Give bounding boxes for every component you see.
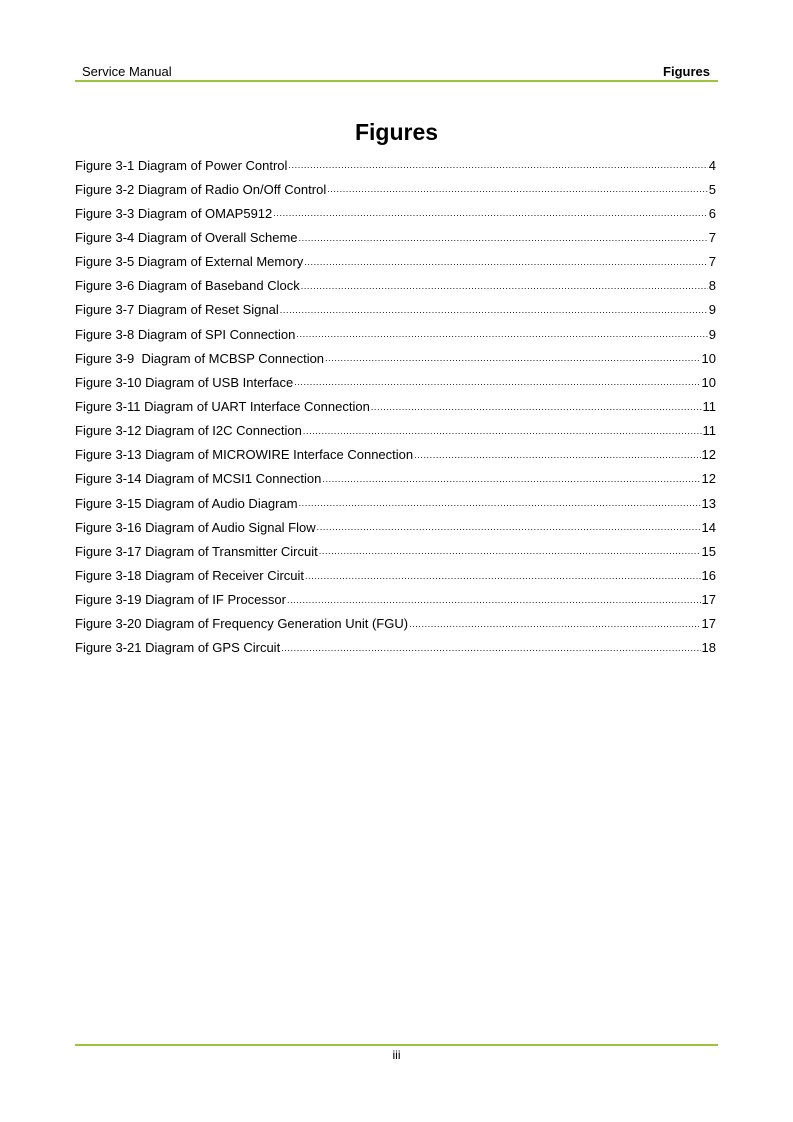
toc-leader-dots <box>371 401 702 419</box>
toc-leader-dots <box>299 497 701 515</box>
toc-entry-page: 10 <box>701 350 716 366</box>
toc-entry-label: Figure 3-14 Diagram of MCSI1 Connection <box>75 471 322 487</box>
toc-entry-label: Figure 3-15 Diagram of Audio Diagram <box>75 495 298 511</box>
page-title: Figures <box>354 119 439 145</box>
toc-entry-label: Figure 3-3 Diagram of OMAP5912 <box>75 205 273 221</box>
toc-entry[interactable] <box>75 515 716 539</box>
figures-list <box>75 153 716 660</box>
toc-entry[interactable] <box>75 346 716 370</box>
toc-leader-dots <box>317 521 701 539</box>
toc-entry-page: 11 <box>702 398 716 414</box>
toc-leader-dots <box>305 570 701 588</box>
toc-entry[interactable] <box>75 539 716 563</box>
toc-entry-label: Figure 3-2 Diagram of Radio On/Off Control <box>75 181 327 197</box>
toc-entry-page: 18 <box>701 640 716 656</box>
toc-entry[interactable] <box>75 419 716 443</box>
toc-entry-page: 15 <box>701 543 716 559</box>
toc-entry-label: Figure 3-19 Diagram of IF Processor <box>75 592 286 608</box>
toc-entry-page: 7 <box>708 229 716 245</box>
toc-entry-label: Figure 3-13 Diagram of MICROWIRE Interface Connection <box>75 447 414 463</box>
toc-entry-page: 11 <box>702 423 716 439</box>
toc-entry-label: Figure 3-21 Diagram of GPS Circuit <box>75 640 281 656</box>
toc-entry-label: Figure 3-7 Diagram of Reset Signal <box>75 302 279 318</box>
toc-entry[interactable] <box>75 588 716 612</box>
toc-entry-label: Figure 3-10 Diagram of USB Interface <box>75 374 294 390</box>
toc-entry[interactable] <box>75 298 716 322</box>
toc-entry[interactable] <box>75 225 716 249</box>
toc-entry-page: 13 <box>701 495 716 511</box>
toc-entry[interactable] <box>75 467 716 491</box>
toc-entry-label: Figure 3-8 Diagram of SPI Connection <box>75 326 296 342</box>
toc-entry-page: 16 <box>701 567 716 583</box>
toc-entry[interactable] <box>75 636 716 660</box>
toc-entry-page: 4 <box>708 157 716 173</box>
toc-entry[interactable] <box>75 394 716 418</box>
toc-entry-label: Figure 3-1 Diagram of Power Control <box>75 157 288 173</box>
toc-entry-label: Figure 3-18 Diagram of Receiver Circuit <box>75 567 305 583</box>
toc-entry-label: Figure 3-12 Diagram of I2C Connection <box>75 423 302 439</box>
toc-entry[interactable] <box>75 370 716 394</box>
toc-entry-page: 9 <box>708 326 716 342</box>
toc-leader-dots <box>303 425 702 443</box>
toc-entry[interactable] <box>75 491 716 515</box>
header-document-title: Service Manual <box>82 64 172 79</box>
toc-leader-dots <box>319 545 701 563</box>
toc-entry-page: 8 <box>708 278 716 294</box>
footer-rule <box>75 1044 718 1046</box>
toc-entry-page: 10 <box>701 374 716 390</box>
toc-entry-page: 14 <box>701 519 716 535</box>
toc-leader-dots <box>325 352 700 370</box>
toc-entry-label: Figure 3-17 Diagram of Transmitter Circuit <box>75 543 318 559</box>
toc-leader-dots <box>281 642 700 660</box>
header-rule <box>75 80 718 82</box>
toc-entry-label: Figure 3-20 Diagram of Frequency Generation Unit (FGU) <box>75 616 409 632</box>
toc-entry-page: 7 <box>708 254 716 270</box>
header-section-title: Figures <box>663 64 710 79</box>
toc-leader-dots <box>280 304 708 322</box>
toc-leader-dots <box>296 328 707 346</box>
toc-leader-dots <box>287 594 701 612</box>
toc-entry-label: Figure 3-11 Diagram of UART Interface Connection <box>75 398 370 414</box>
toc-entry[interactable] <box>75 153 716 177</box>
toc-leader-dots <box>288 159 707 177</box>
toc-leader-dots <box>299 232 708 250</box>
toc-entry[interactable] <box>75 177 716 201</box>
toc-entry[interactable] <box>75 443 716 467</box>
toc-entry[interactable] <box>75 274 716 298</box>
toc-entry-page: 12 <box>701 447 716 463</box>
toc-leader-dots <box>322 473 700 491</box>
toc-entry-label: Figure 3-6 Diagram of Baseband Clock <box>75 278 300 294</box>
toc-entry-page: 12 <box>701 471 716 487</box>
toc-leader-dots <box>273 207 708 225</box>
toc-entry-page: 17 <box>701 592 716 608</box>
toc-entry[interactable] <box>75 322 716 346</box>
toc-leader-dots <box>409 618 700 636</box>
toc-entry-page: 9 <box>708 302 716 318</box>
toc-entry-label: Figure 3-5 Diagram of External Memory <box>75 254 304 270</box>
toc-leader-dots <box>327 183 708 201</box>
footer-page-number: iii <box>392 1048 401 1062</box>
toc-entry-label: Figure 3-4 Diagram of Overall Scheme <box>75 229 298 245</box>
toc-leader-dots <box>414 449 700 467</box>
toc-entry[interactable] <box>75 563 716 587</box>
toc-leader-dots <box>304 256 707 274</box>
toc-entry[interactable] <box>75 250 716 274</box>
toc-entry[interactable] <box>75 201 716 225</box>
toc-leader-dots <box>301 280 708 298</box>
toc-entry-page: 6 <box>708 205 716 221</box>
toc-entry-page: 17 <box>701 616 716 632</box>
toc-entry-label: Figure 3-9 Diagram of MCBSP Connection <box>75 350 325 366</box>
toc-leader-dots <box>294 376 700 394</box>
toc-entry-label: Figure 3-16 Diagram of Audio Signal Flow <box>75 519 316 535</box>
toc-entry[interactable] <box>75 612 716 636</box>
page-header <box>75 64 718 81</box>
toc-entry-page: 5 <box>708 181 716 197</box>
